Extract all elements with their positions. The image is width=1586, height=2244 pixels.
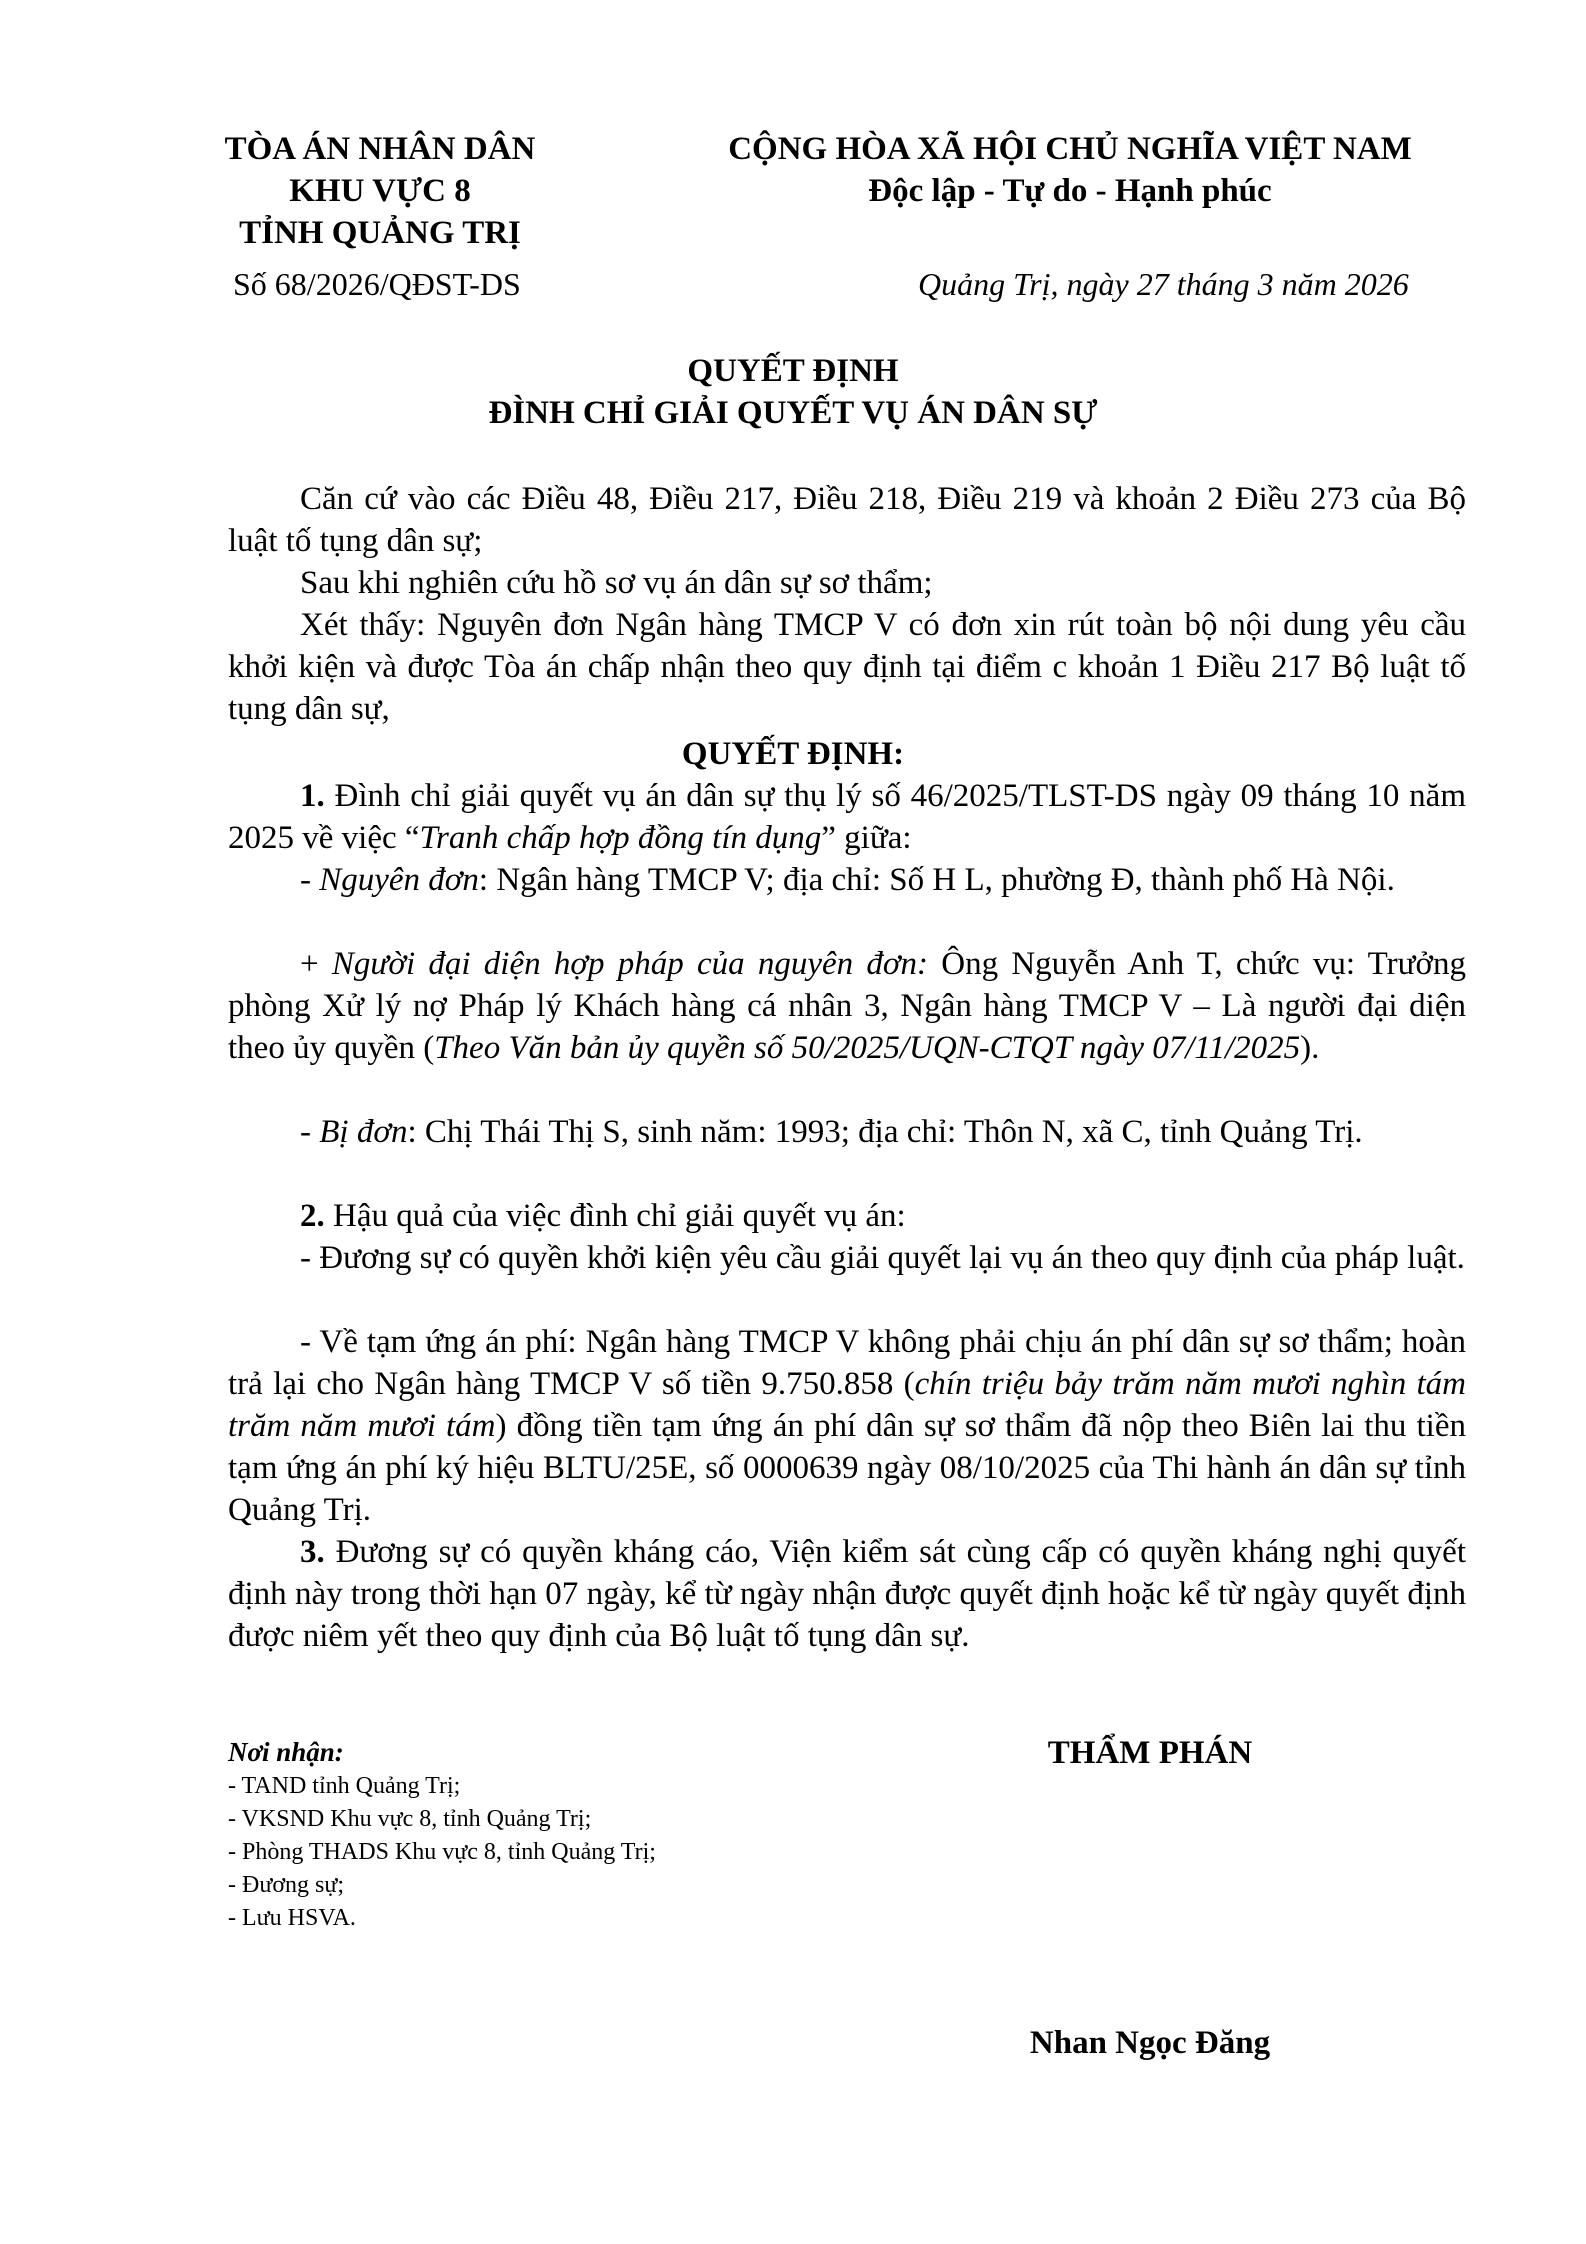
decision-item-2	[228, 1195, 1466, 1237]
representative-label: Người đại diện hợp pháp của nguyên đơn:	[331, 946, 929, 982]
recipient-item: - Đương sự;	[228, 1872, 345, 1898]
case-study-note: Sau khi nghiên cứu hồ sơ vụ án dân sự sơ thẩm;	[300, 565, 933, 601]
defendant-line: - Bị đơn: Chị Thái Thị S, sinh năm: 1993; địa chỉ: Thôn N, xã C, tỉnh Quảng Trị.	[300, 1114, 1363, 1150]
decision-item-1	[228, 775, 1466, 859]
item-3-text: Đương sự có quyền kháng cáo, Viện kiểm sát cùng cấp có quyền kháng nghị quyết định này trong thời hạn 07 ngày, kể từ ngày nhận được quyết định hoặc kể từ ngày quyết định được niêm yết theo quy định của Bộ luật tố tụng dân sự.	[228, 1534, 1466, 1654]
recipients-title: Nơi nhận:	[228, 1737, 344, 1767]
plaintiff-text: : Ngân hàng TMCP V; địa chỉ: Số H L, phường Đ, thành phố Hà Nội.	[478, 862, 1395, 898]
authorization-doc: Theo Văn bản ủy quyền số 50/2025/UQN-CTQT ngày 07/11/2025	[434, 1030, 1301, 1066]
representative-end: ).	[1300, 1030, 1320, 1066]
fee-text-a: - Về tạm ứng án phí: Ngân hàng TMCP V không phải chịu án phí dân sự sơ thẩm; hoàn trả lại cho Ngân hàng TMCP V số tiền 9.750.858 (	[228, 1324, 1466, 1402]
fee-text-b: ) đồng tiền tạm ứng án phí dân sự sơ thẩm đã nộp theo Biên lai thu tiền tạm ứng án phí ký hiệu BLTU/25E, số 0000639 ngày 08/10/2025 của Thi hành án dân sự tỉnh Quảng Trị.	[228, 1408, 1466, 1528]
representative-line: + Người đại diện hợp pháp của nguyên đơn: Ông Nguyễn Anh T, chức vụ: Trưởng phòng Xử lý nợ Pháp lý Khách hàng cá nhân 3, Ngân hàng TMCP V – Là người đại diện theo ủy quyền (Theo Văn bản ủy quyền số 50/2025/UQN-CTQT ngày 07/11/2025).	[228, 946, 1466, 1066]
defendant-text: : Chị Thái Thị S, sinh năm: 1993; địa chỉ: Thôn N, xã C, tỉnh Quảng Trị.	[407, 1114, 1363, 1150]
decision-heading: QUYẾT ĐỊNH:	[681, 736, 905, 772]
document-number: Số 68/2026/QĐST-DS	[233, 266, 521, 302]
recipient-item: - VKSND Khu vực 8, tỉnh Quảng Trị;	[228, 1806, 592, 1832]
case-type: Tranh chấp hợp đồng tín dụng	[419, 820, 822, 856]
plaintiff-label: Nguyên đơn	[319, 862, 479, 898]
signer-role: THẨM PHÁN	[1047, 1735, 1253, 1771]
court-line-3: TỈNH QUẢNG TRỊ	[239, 215, 521, 251]
national-title-block	[670, 128, 1470, 212]
item-1-text-a: Đình chỉ giải quyết vụ án dân sự thụ lý số 46/2025/TLST-DS ngày 09 tháng 10 năm 2025 về việc “	[228, 778, 1466, 856]
item-1-text-b: ” giữa:	[821, 820, 912, 856]
court-line-2: KHU VỰC 8	[289, 173, 471, 209]
defendant-label: Bị đơn	[319, 1114, 408, 1150]
place-date: Quảng Trị, ngày 27 tháng 3 năm 2026	[918, 266, 1409, 302]
recipient-item: - TAND tỉnh Quảng Trị;	[228, 1773, 461, 1799]
court-name-block	[200, 128, 560, 254]
recipient-item: - Phòng THADS Khu vực 8, tỉnh Quảng Trị;	[228, 1839, 656, 1865]
legal-basis: Căn cứ vào các Điều 48, Điều 217, Điều 218, Điều 219 và khoản 2 Điều 273 của Bộ luật tố tụng dân sự;	[228, 481, 1466, 559]
item-1-number: 1.	[300, 778, 325, 814]
fee-amount-in-words: chín triệu bảy trăm năm mươi nghìn tám trăm năm mươi tám	[228, 1366, 1467, 1444]
court-line-1: TÒA ÁN NHÂN DÂN	[224, 131, 536, 167]
item-2-text: Hậu quả của việc đình chỉ giải quyết vụ án:	[324, 1198, 906, 1234]
recipients-block	[228, 1737, 656, 1935]
document-title: QUYẾT ĐỊNH	[687, 353, 899, 389]
item-2-number: 2.	[300, 1198, 325, 1234]
plaintiff-line: - Nguyên đơn: Ngân hàng TMCP V; địa chỉ: Số H L, phường Đ, thành phố Hà Nội.	[300, 862, 1395, 898]
court-fee-refund	[228, 1321, 1466, 1531]
re-sue-rights: - Đương sự có quyền khởi kiện yêu cầu giải quyết lại vụ án theo quy định của pháp luật.	[300, 1240, 1465, 1276]
document-subtitle: ĐÌNH CHỈ GIẢI QUYẾT VỤ ÁN DÂN SỰ	[488, 395, 1098, 431]
recipient-item: - Lưu HSVA.	[228, 1905, 356, 1931]
signer-name: Nhan Ngọc Đăng	[1029, 2025, 1271, 2061]
representative-text: Ông Nguyễn Anh T, chức vụ: Trưởng phòng Xử lý nợ Pháp lý Khách hàng cá nhân 3, Ngân hàng TMCP V – Là người đại diện theo ủy quyền (	[228, 946, 1466, 1066]
decision-item-3	[228, 1531, 1466, 1657]
national-motto: Độc lập - Tự do - Hạnh phúc	[868, 173, 1272, 209]
item-3-number: 3.	[300, 1534, 325, 1570]
consideration: Xét thấy: Nguyên đơn Ngân hàng TMCP V có đơn xin rút toàn bộ nội dung yêu cầu khởi kiện và được Tòa án chấp nhận theo quy định tại điểm c khoản 1 Điều 217 Bộ luật tố tụng dân sự,	[228, 607, 1466, 727]
national-title: CỘNG HÒA XÃ HỘI CHỦ NGHĨA VIỆT NAM	[728, 131, 1412, 167]
